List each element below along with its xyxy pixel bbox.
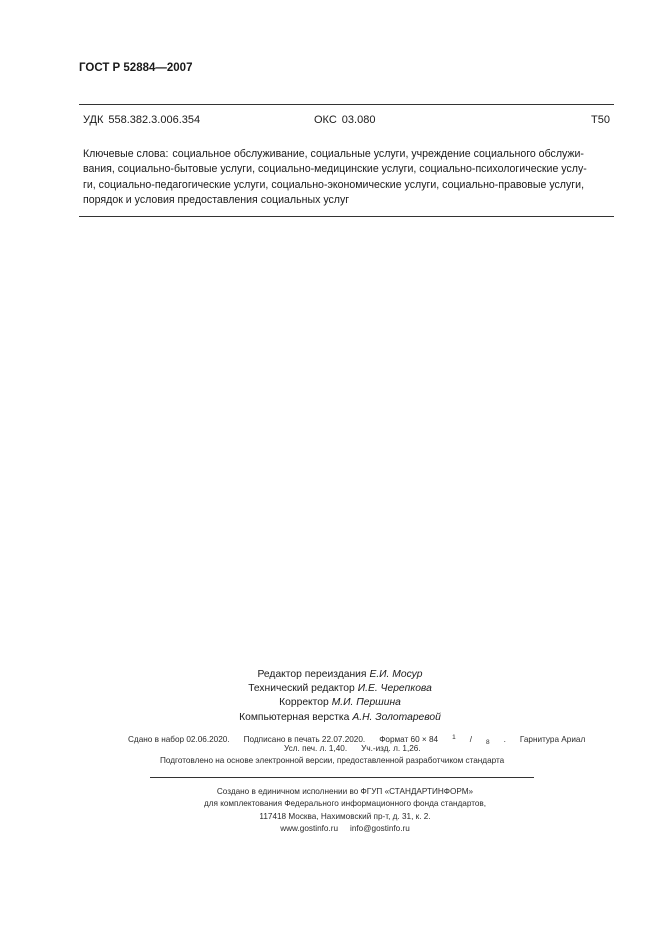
keywords-block [83, 147, 612, 208]
credit-name: М.И. Першина [331, 697, 401, 709]
email-link[interactable]: info@gostinfo.ru [350, 824, 410, 834]
keywords-label: Ключевые слова: [83, 148, 169, 160]
submitted-date: Сдано в набор 02.06.2020. [128, 735, 230, 744]
footer-contacts [150, 823, 540, 835]
credit-role: Компьютерная верстка [239, 711, 350, 723]
prepared-note: Подготовлено на основе электронной версии, предоставленной разработчиком стандарта [160, 756, 505, 765]
group-code: Т50 [591, 114, 610, 126]
paper-format: Формат 60 × 84 $^1$ / $_8$ . [379, 734, 506, 746]
website-link[interactable]: www.gostinfo.ru [280, 824, 339, 834]
top-rule [79, 104, 614, 105]
keywords-line-4: порядок и условия предоставления социальных услуг [83, 193, 350, 206]
print-info-line-2 [284, 744, 421, 753]
credit-layout [170, 711, 510, 725]
footer-rule [150, 777, 534, 778]
udc-label: УДК [83, 114, 104, 126]
classification-row [83, 114, 610, 126]
credit-editor [170, 668, 510, 682]
footer-line-1: Создано в единичном исполнении во ФГУП «СТАНДАРТИНФОРМ» [216, 787, 474, 796]
udc-group [83, 114, 200, 126]
keywords-text-1: социальное обслуживание, социальные услуги, учреждение социального обслужи- [172, 148, 584, 160]
credits-block [170, 668, 510, 725]
credit-role: Редактор переиздания [257, 669, 367, 680]
credit-role: Корректор [279, 697, 329, 709]
credit-role: Технический редактор [248, 683, 355, 695]
oks-value: 03.080 [341, 114, 376, 126]
standard-code: ГОСТ Р 52884—2007 [79, 62, 193, 74]
keywords-rule [79, 216, 614, 217]
keywords-line-2: вания, социально-бытовые услуги, социально-медицинские услуги, социально-психологические услу- [83, 163, 587, 176]
credit-name: А.Н. Золотаревой [352, 711, 441, 723]
credit-name: И.Е. Черепкова [357, 683, 432, 695]
credit-proofreader [170, 696, 510, 710]
udc-value: 558.382.3.006.354 [108, 114, 201, 126]
footer-line-2: для комплектования Федерального информационного фонда стандартов, [203, 799, 487, 809]
oks-label: ОКС [314, 114, 337, 126]
footer-address: 117418 Москва, Нахимовский пр-т, д. 31, к. 2. [259, 811, 431, 821]
keywords-line-1 [83, 147, 612, 162]
signed-date: Подписано в печать 22.07.2020. [243, 735, 366, 744]
print-sheets: Усл. печ. л. 1,40. [284, 744, 348, 753]
typeface: Гарнитура Ариал [519, 735, 586, 744]
credit-tech-editor [170, 682, 510, 696]
oks-group [314, 114, 375, 126]
edition-sheets: Уч.-изд. л. 1,26. [361, 744, 421, 753]
keywords-line-3: ги, социально-педагогические услуги, социально-экономические услуги, социально-правовые услуги, [83, 178, 585, 191]
publisher-footer [150, 786, 540, 836]
credit-name: Е.И. Мосур [369, 669, 423, 680]
